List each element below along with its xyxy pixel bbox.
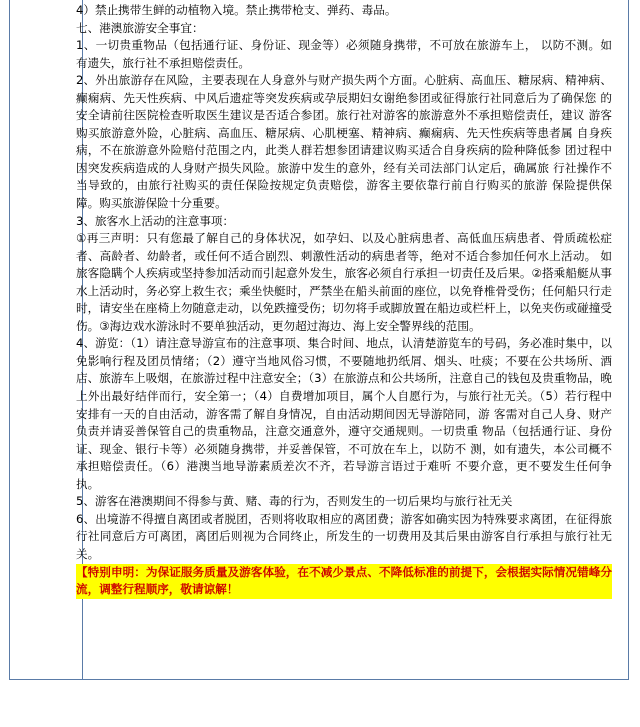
paragraph-water-activities: ①再三声明：只有您最了解自己的身体状况，如孕妇、以及心脏病患者、高低血压病患者、骨质疏松症者、高龄者、幼龄者，或任何不适合剧烈、刺激性活动的病患者等，绝对不适合参加任何水上活动。 如旅客隐瞒个人疾病或坚持参加活动而引起意外发生，旅客必须自行承担一切责任及后果。②搭乘船艇从事水上活动时，务必穿上救生衣；乘坐快艇时，严禁坐在船头前面的座位，以免脊椎骨受伤；任何船只行走时，请安坐在座椅上勿随意走动，以免跌撞受伤；切勿将手或脚放置在船边或栏杆上，以免夹伤或碰撞受伤。③海边戏水游泳时不要单独活动，更勿超过海边、海上安全警界线的范围。 [76,231,612,333]
paragraph-leaving-group: 6、出境游不得擅自离团或者脱团，否则将收取相应的离团费；游客如确实因为特殊要求离团，在征得旅行社同意后方可离团，离团后则视为合同终止，所发生的一切费用及其后果由游客自行承担与旅行社无关。 [76,511,612,561]
paragraph-prohibited: 5、游客在港澳期间不得参与黄、赌、毒的行为，否则发生的一切后果均与旅行社无关 [76,494,513,509]
special-notice: 【特别申明：为保证服务质量及游客体验，在不减少景点、不降低标准的前提下，会根据实际情况错峰分流，调整行程顺序，敬请谅解！ [76,564,612,599]
table-label-column [10,0,83,679]
paragraph-travel-risk: 2、外出旅游存在风险，主要表现在人身意外与财产损失两个方面。心脏病、高血压、糖尿病、精神病、 癫痫病、先天性疾病、中风后遗症等突发疾病或孕辰期妇女谢绝参团或征得旅行社同意后为了确保您 的安全请前往医院检查听取医生建议是否适合参团。旅行社对游客的旅游意外不承担赔偿责任，建议 游客购买旅游意外险，心脏病、高血压、糖尿病、心肌梗塞、精神病、癫痫病、先天性疾病等患者属 自身疾病，不在旅游意外险赔付范围之内，此类人群若想参团请建议购买适合自身疾病的险种降低参 团过程中因突发疾病造成的人身财产损失风险。旅游中发生的意外，经有关司法部门认定后，确属旅 行社操作不当导致的，由旅行社购买的责任保险按规定负责赔偿，游客主要依靠行前自行购买的旅游 保险提供保障。购买旅游保险十分重要。 [76,73,612,211]
paragraph-water-heading: 3、旅客水上活动的注意事项： [76,213,235,228]
paragraph-item-4: 4）禁止携带生鲜的动植物入境。禁止携带枪支、弹药、毒品。 [76,3,397,17]
notes-content [76,2,612,599]
paragraph-valuables: 1、一切贵重物品（包括通行证、身份证、现金等）必须随身携带，不可放在旅游车上， 以防不测。如 有遗失，旅行社不承担赔偿责任。 [76,38,612,70]
section-heading-safety: 七、港澳旅游安全事宜： [76,20,204,35]
paragraph-sightseeing: 4、游览：（1）请注意导游宣布的注意事项、集合时间、地点，认清楚游览车的号码，务必准时集中，以免影响行程及团员情绪；（2）遵守当地风俗习惯，不要随地扔纸屑、烟头、吐痰；不要在公共场所、酒店、旅游车上吸烟，在旅游过程中注意安全；（3）在旅游点和公共场所，注意自己的钱包及贵重物品，晚上外出最好结伴而行，安全第一；（4）自费增加项目，属个人自愿行为，与旅行社无关。（5）若行程中安排有一天的自由活动，游客需了解自身情况，自由活动期间因无导游陪同，游 客需对自己人身、财产负责并请妥善保管自己的贵重物品，注意交通意外，遵守交通规则。一切贵重 物品（包括通行证、身份证、现金、银行卡等）必须随身携带，并妥善保管，不可放在车上，以防不 测，如有遗失，本公司概不承担赔偿责任。（6）港澳当地导游素质差次不齐，若导游言语过于难听 不要介意，更不要发生任何争执。 [76,336,612,491]
